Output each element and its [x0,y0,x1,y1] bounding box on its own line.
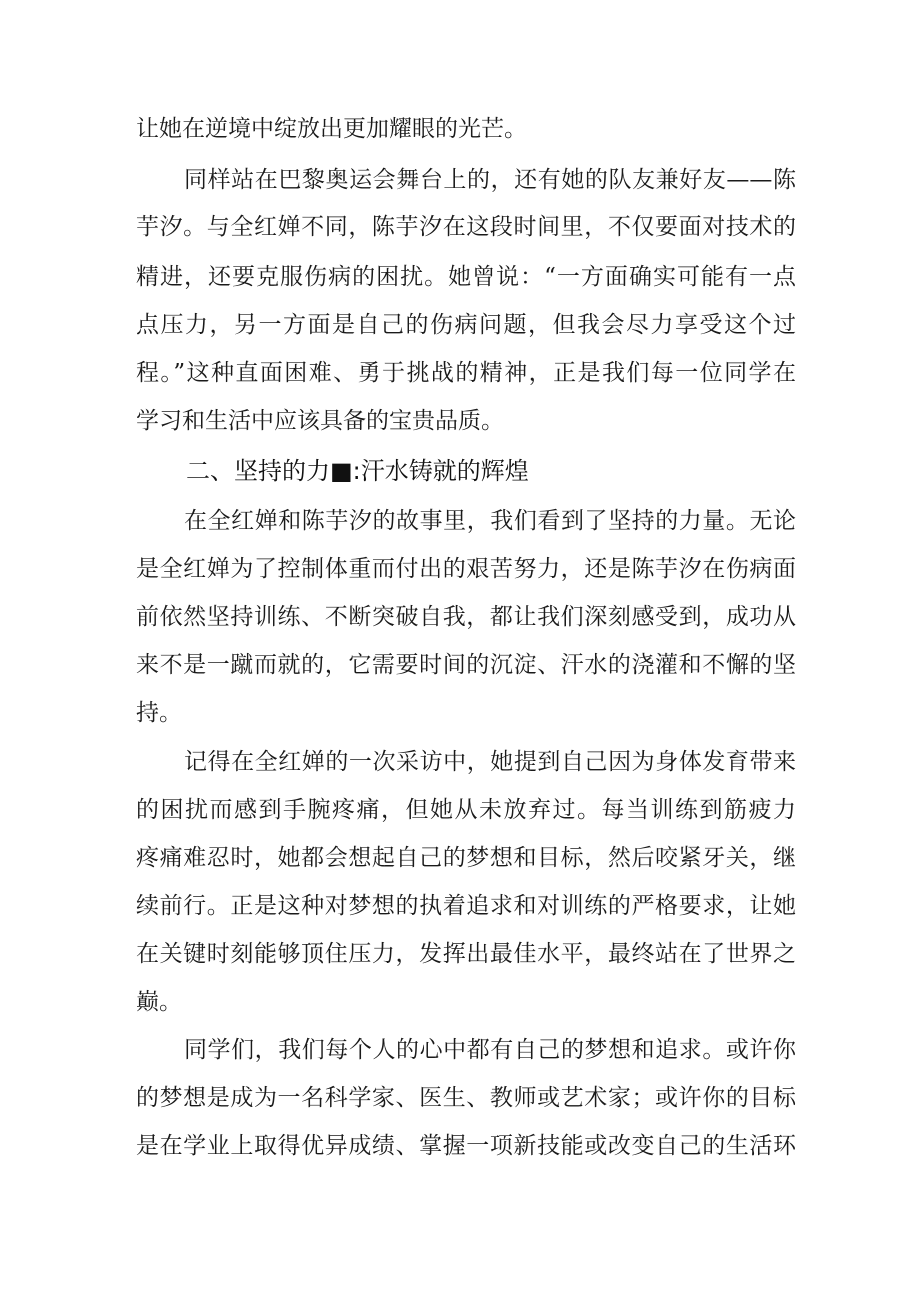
paragraph-line: 同学们，我们每个人的心中都有自己的梦想和追求。或许你 [184,1037,796,1063]
paragraph-line: 是全红婵为了控制体重而付出的艰苦努力，还是陈芋汐在伤病面 [136,556,796,582]
paragraph-line: 是在学业上取得优异成绩、掌握一项新技能或改变自己的生活环 [136,1133,796,1159]
paragraph-line: 点压力，另一方面是自己的伤病问题，但我会尽力享受这个过 [136,312,796,338]
paragraph-line: 的困扰而感到手腕疼痛，但她从未放弃过。每当训练到筋疲力 [136,797,796,823]
paragraph-line: 巅。 [136,989,182,1015]
paragraph-line: 在全红婵和陈芋汐的故事里，我们看到了坚持的力量。无论 [184,508,796,534]
paragraph-line: 学习和生活中应该具备的宝贵品质。 [136,408,504,434]
paragraph-line: 同样站在巴黎奥运会舞台上的，还有她的队友兼好友——陈 [184,167,796,193]
paragraph-line: 让她在逆境中绽放出更加耀眼的光芒。 [136,116,527,142]
paragraph-line: 芋汐。与全红婵不同，陈芋汐在这段时间里，不仅要面对技术的 [136,214,796,240]
paragraph-line: 前依然坚持训练、不断突破自我，都让我们深刻感受到，成功从 [136,604,796,630]
paragraph-line: 精进，还要克服伤病的困扰。她曾说：“一方面确实可能有一点 [136,264,796,290]
section-heading: 二、坚持的力■:汗水铸就的辉煌 [186,457,529,485]
paragraph-line: 持。 [136,700,182,726]
paragraph-line: 的梦想是成为一名科学家、医生、教师或艺术家；或许你的目标 [136,1085,796,1111]
paragraph-line: 疼痛难忍时，她都会想起自己的梦想和目标，然后咬紧牙关，继 [136,845,796,871]
paragraph-line: 程。”这种直面困难、勇于挑战的精神，正是我们每一位同学在 [136,360,796,386]
paragraph-line: 在关键时刻能够顶住压力，发挥出最佳水平，最终站在了世界之 [136,941,796,967]
paragraph-line: 记得在全红婵的一次采访中，她提到自己因为身体发育带来 [184,749,796,775]
paragraph-line: 续前行。正是这种对梦想的执着追求和对训练的严格要求，让她 [136,893,796,919]
paragraph-line: 来不是一蹴而就的，它需要时间的沉淀、汗水的浇灌和不懈的坚 [136,652,796,678]
